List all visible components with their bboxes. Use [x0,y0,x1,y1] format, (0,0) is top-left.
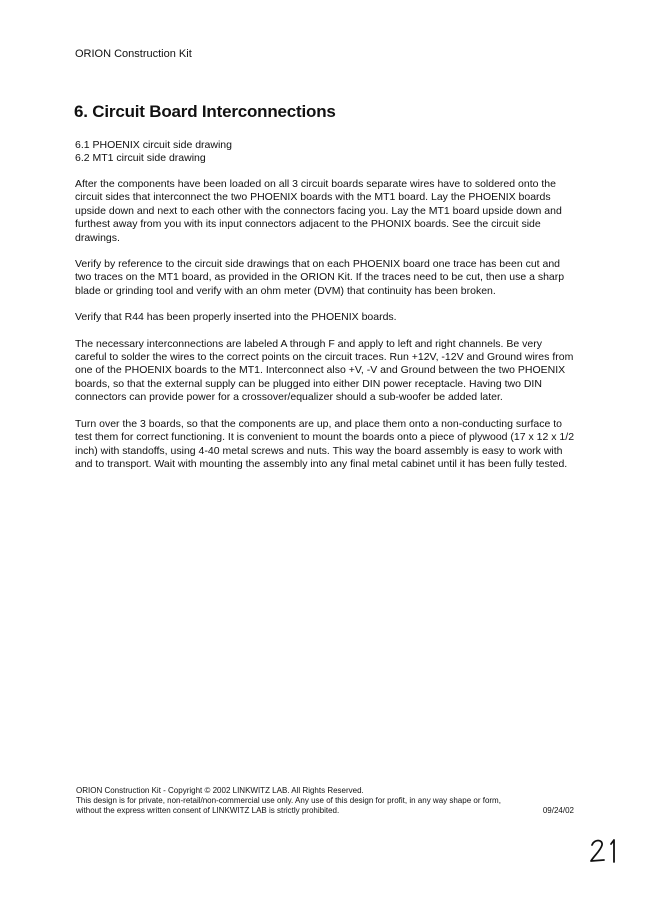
paragraph: After the components have been loaded on all 3 circuit boards separate wires have to soldered onto the circuit sides that interconnect the two PHOENIX boards with the MT1 board. Lay the PHOENIX boards upside down and next to each other with the connectors facing you. Lay the MT1 board upside down and furthest away from you with its input connectors adjacent to the PHONIX boards. See the circuit side drawings. [75,178,562,244]
body-text [75,178,575,484]
paragraph: Verify that R44 has been properly inserted into the PHOENIX boards. [75,311,397,324]
footer-date: 09/24/02 [542,806,574,816]
paragraph: Verify by reference to the circuit side drawings that on each PHOENIX board one trace has been cut and two traces on the MT1 board, as provided in the ORION Kit. If the traces need to be cut, then use a sharp blade or grinding tool and verify with an ohm meter (DVM) that continuity has been broken. [75,258,565,297]
footer-notice-continued: without the express written consent of LINKWITZ LAB is strictly prohibited. [76,806,340,816]
page-footer [76,786,574,817]
paragraph: Turn over the 3 boards, so that the components are up, and place them onto a non-conducting surface to test them for correct functioning. It is convenient to mount the boards onto a piece of plywood (17 x 12 x 1/2 inch) with standoffs, using 4-40 metal screws and nuts. This way the board assembly is easy to work with and to transport. Wait with mounting the assembly into any final metal cabinet until it has been fully tested. [75,417,575,470]
toc-list [75,139,232,165]
section-title: 6. Circuit Board Interconnections [74,102,336,121]
toc-item: 6.1 PHOENIX circuit side drawing [75,139,232,151]
paragraph: The necessary interconnections are labeled A through F and apply to left and right channels. Be very careful to solder the wires to the correct points on the circuit traces. Run +12V, -12V and Ground wires from one of the PHOENIX boards to the MT1. Interconnect also +V, -V and Ground between the two PHOENIX boards, so that the external supply can be plugged into either DIN power receptacle. Having two DIN connectors can provide power for a crossover/equalizer should a sub-woofer be added later. [75,337,574,404]
toc-item: 6.2 MT1 circuit side drawing [75,152,206,164]
handwritten-page-number [589,838,621,864]
footer-copyright: ORION Construction Kit - Copyright © 2002 LINKWITZ LAB. All Rights Reserved. [76,786,364,795]
footer-notice: This design is for private, non-retail/non-commercial use only. Any use of this design for profit, in any way shape or form, [76,796,501,806]
running-header: ORION Construction Kit [75,48,192,60]
